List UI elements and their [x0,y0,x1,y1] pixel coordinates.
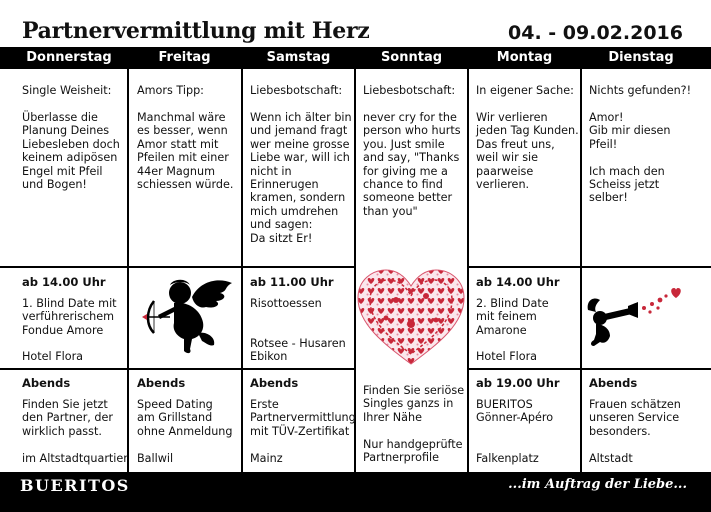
date-range: 04. - 09.02.2016 [508,22,683,44]
grid-divider [580,69,582,472]
day-header-friday: Freitag [158,50,211,65]
tuesday-evening-head: Abends [589,376,638,390]
grid-divider [0,266,356,268]
saturday-event: Risottoessen [250,297,322,310]
thursday-place: Hotel Flora [22,350,84,363]
cupid-bow-icon [140,275,238,361]
sunday-quote-head: Liebesbotschaft: [363,84,456,97]
day-header-thursday: Donnerstag [26,50,112,65]
monday-quote-head: In eigener Sache: [476,84,574,97]
grid-divider [467,368,711,370]
friday-evening-head: Abends [137,376,186,390]
day-header-tuesday: Dienstag [608,50,674,65]
thursday-event: 1. Blind Date mit verführerischem Fondue Amore [22,297,117,337]
monday-time: ab 14.00 Uhr [476,275,560,289]
thursday-evening-head: Abends [22,376,71,390]
page-title: Partnervermittlung mit Herz [22,18,370,44]
sunday-quote-body: never cry for the person who hurts you. Just smile and say, "Thanks for giving me a chance to find someone better than you" [363,111,461,218]
tuesday-quote-head: Nichts gefunden?! [589,84,692,97]
monday-evening-head: ab 19.00 Uhr [476,376,560,390]
day-header-saturday: Samstag [266,50,331,65]
saturday-evening-text: Erste Partnervermittlung mit TÜV-Zertifikat [250,398,356,438]
thursday-time: ab 14.00 Uhr [22,275,106,289]
thursday-quote-head: Single Weisheit: [22,84,112,97]
grid-divider [0,368,356,370]
friday-quote-body: Manchmal wäre es besser, wenn Amor statt mit Pfeilen mit einer 44er Magnum schiessen würde. [137,111,234,192]
tuesday-quote-body: Amor! Gib mir diesen Pfeil! Ich mach den Scheiss jetzt selber! [589,111,671,205]
heart-pattern-icon [356,266,467,370]
thursday-quote-body: Überlasse die Planung Deines Liebesleben doch keinem adipösen Engel mit Pfeil und Bogen! [22,111,120,192]
day-header-sunday: Sonntag [380,50,443,65]
sunday-evening-text: Finden Sie seriöse Singles ganzs in Ihrer Nähe Nur handgeprüfte Partnerprofile [363,384,465,465]
saturday-quote-body: Wenn ich älter bin und jemand fragt wer meine grosse Liebe war, will ich nicht in Erinnerugen kramen, sondern mich umdrehen und sagen: Da sitzt Er! [250,111,352,245]
monday-place: Hotel Flora [476,350,538,363]
friday-evening-place: Ballwil [137,452,174,465]
grid-divider [241,69,243,472]
monday-evening-place: Falkenplatz [476,452,539,465]
monday-event: 2. Blind Date mit feinem Amarone [476,297,549,337]
tuesday-evening-place: Altstadt [589,452,633,465]
monday-quote-body: Wir verlieren jeden Tag Kunden. Das freut uns, weil wir sie paarweise verlieren. [476,111,579,192]
saturday-quote-head: Liebesbotschaft: [250,84,343,97]
footer-slogan: ...im Auftrag der Liebe... [508,477,687,492]
brand-logo: BUERITOS [20,476,130,495]
grid-divider [467,69,469,472]
saturday-evening-place: Mainz [250,452,283,465]
monday-evening-text: BUERITOS Gönner-Apéro [476,398,554,425]
grid-divider [127,69,129,472]
saturday-evening-head: Abends [250,376,299,390]
friday-evening-text: Speed Dating am Grillstand ohne Anmeldung [137,398,233,438]
saturday-place: Rotsee - Husaren Ebikon [250,337,346,364]
saturday-time: ab 11.00 Uhr [250,275,334,289]
grid-divider [467,266,711,268]
cupid-trumpet-icon [584,284,688,350]
thursday-evening-place: im Altstadtquartier [22,452,128,465]
day-header-monday: Montag [496,50,553,65]
tuesday-evening-text: Frauen schätzen unseren Service besonders. [589,398,681,438]
friday-quote-head: Amors Tipp: [137,84,204,97]
thursday-evening-text: Finden Sie jetzt den Partner, der wirklich passt. [22,398,113,438]
